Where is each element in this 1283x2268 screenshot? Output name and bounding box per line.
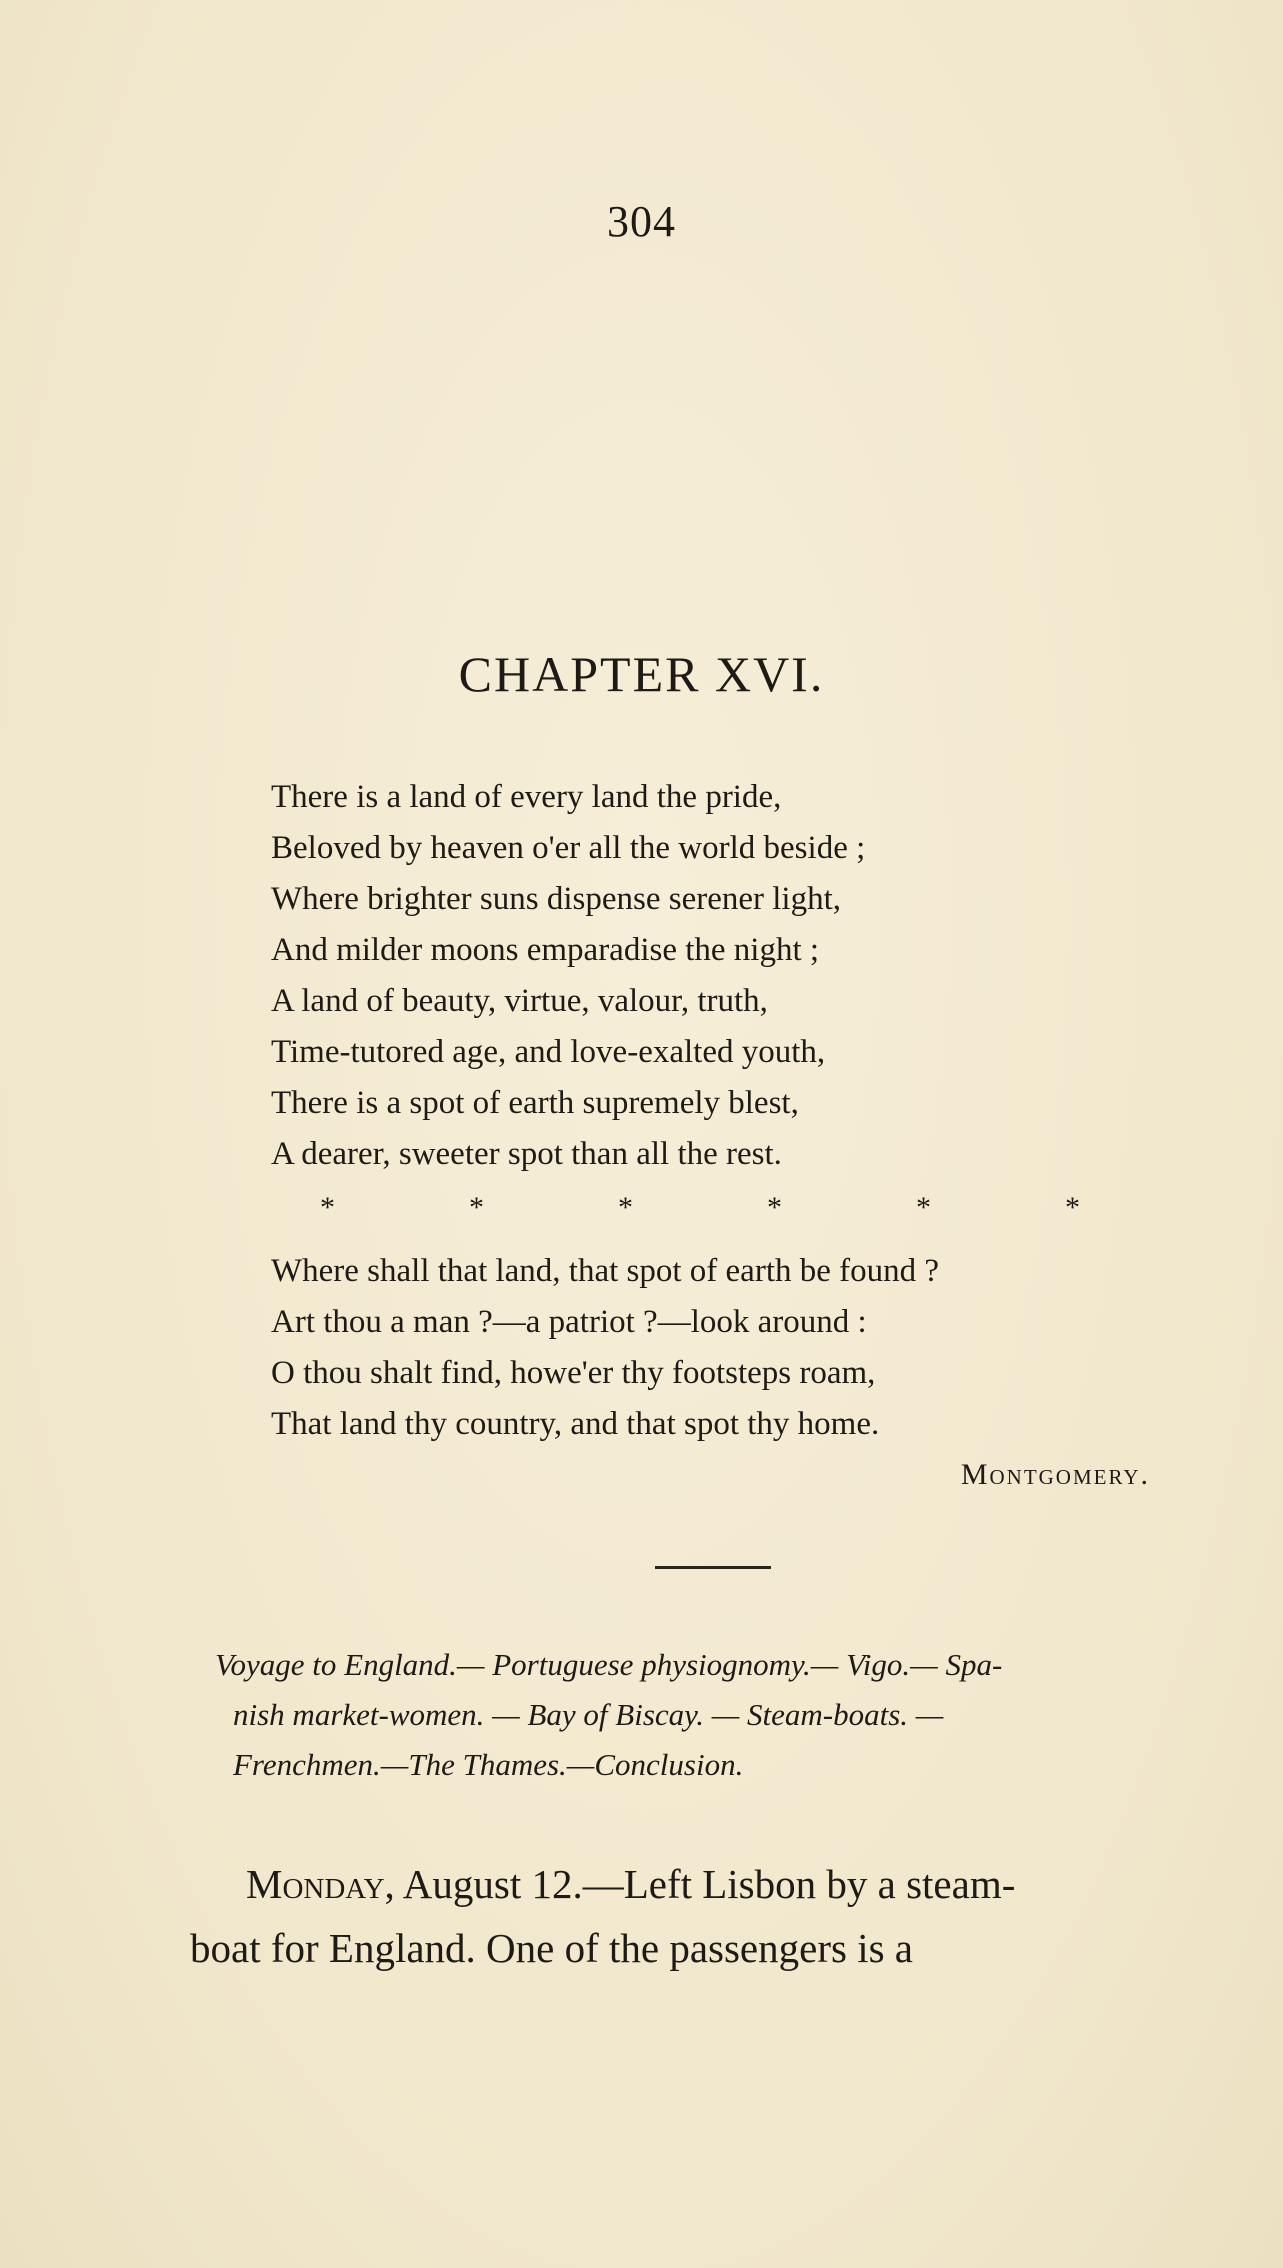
body-text	[190, 1852, 1200, 1980]
body-line	[190, 1852, 1200, 1916]
poem-line: A land of beauty, virtue, valour, truth,	[271, 983, 768, 1019]
epigraph-attribution: Montgomery.	[960, 1458, 1150, 1491]
section-divider	[655, 1566, 771, 1569]
poem-line: Art thou a man ?—a patriot ?—look around :	[271, 1304, 867, 1340]
asterisk-separator	[320, 1188, 1080, 1228]
epigraph-stanza-1	[271, 772, 1131, 1180]
page-number: 304	[607, 197, 676, 246]
body-line-rest: , August 12.—Left Lisbon by a steam-	[384, 1861, 1016, 1907]
summary-line: Voyage to England.— Portuguese physiognomy.— Vigo.— Spa-	[215, 1647, 1003, 1682]
body-line: boat for England. One of the passengers is a	[190, 1925, 913, 1971]
poem-line: Beloved by heaven o'er all the world beside ;	[271, 830, 866, 866]
summary-line: Frenchmen.—The Thames.—Conclusion.	[233, 1747, 744, 1782]
poem-line: Where shall that land, that spot of earth be found ?	[271, 1253, 940, 1289]
asterisk: *	[916, 1191, 931, 1224]
asterisk: *	[618, 1191, 633, 1224]
epigraph-stanza-2	[271, 1246, 1131, 1450]
chapter-title: CHAPTER XVI.	[458, 646, 825, 702]
poem-line: Where brighter suns dispense serener light,	[271, 881, 841, 917]
poem-line: There is a land of every land the pride,	[271, 779, 782, 815]
asterisk: *	[469, 1191, 484, 1224]
asterisk: *	[1065, 1191, 1080, 1224]
day-name: Monday	[246, 1861, 385, 1907]
summary-line: nish market-women. — Bay of Biscay. — Steam-boats. —	[233, 1697, 944, 1732]
asterisk: *	[320, 1191, 335, 1224]
chapter-summary	[215, 1640, 1200, 1790]
poem-line: And milder moons emparadise the night ;	[271, 932, 820, 968]
poem-line: Time-tutored age, and love-exalted youth,	[271, 1034, 826, 1070]
asterisk: *	[767, 1191, 782, 1224]
poem-line: A dearer, sweeter spot than all the rest.	[271, 1136, 782, 1172]
poem-line: O thou shalt find, howe'er thy footsteps roam,	[271, 1355, 876, 1391]
poem-line: There is a spot of earth supremely blest,	[271, 1085, 799, 1121]
poem-line: That land thy country, and that spot thy home.	[271, 1406, 880, 1442]
